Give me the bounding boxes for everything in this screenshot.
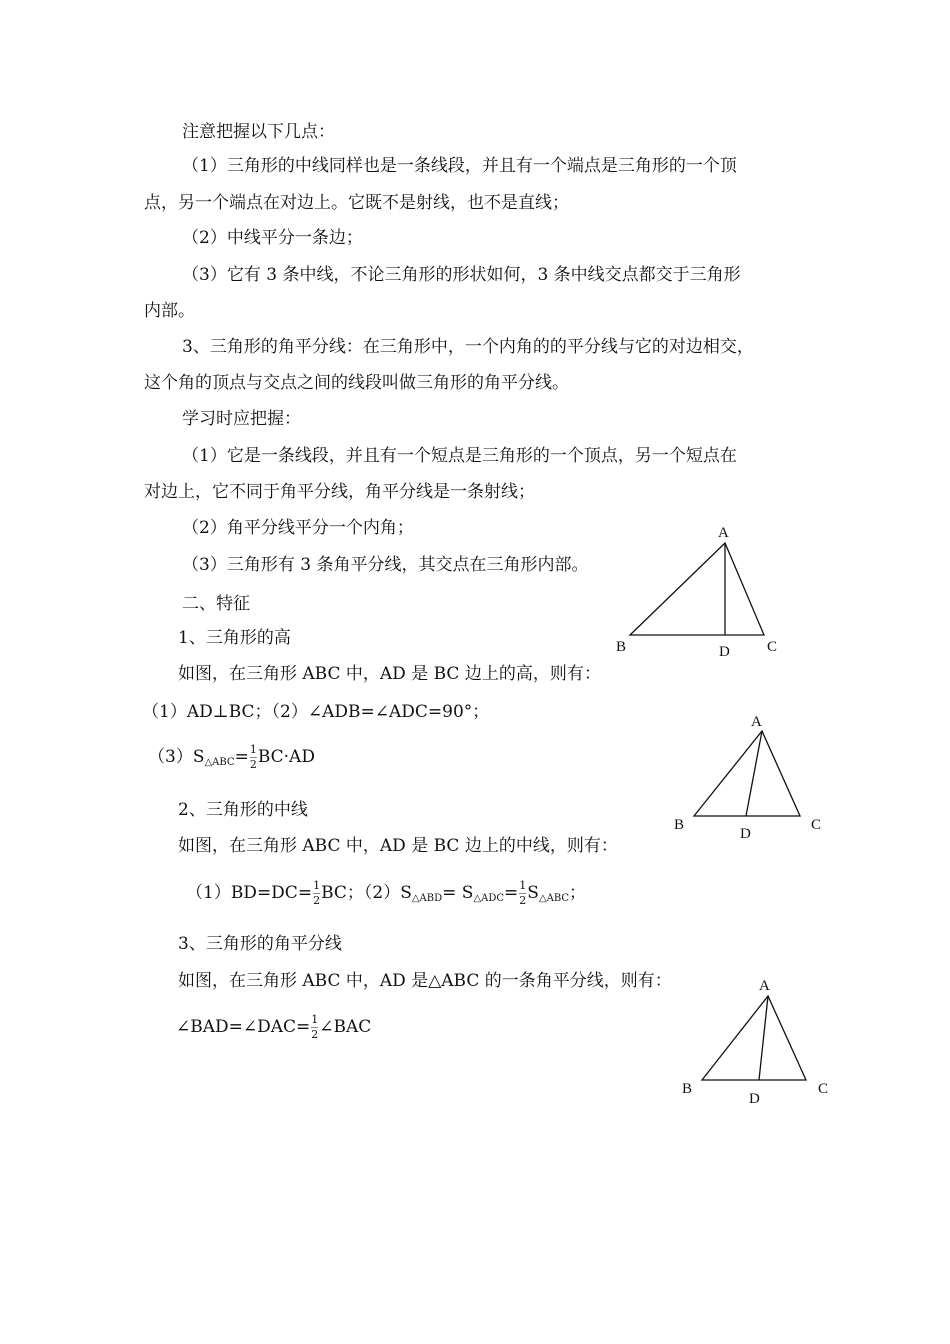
formula-subscript: △ABC bbox=[204, 757, 235, 768]
label-c: C bbox=[767, 639, 778, 655]
formula-text: = bbox=[504, 883, 519, 903]
figure-bisector bbox=[676, 974, 846, 1114]
formula-text: = S bbox=[442, 883, 474, 903]
triangle-abc bbox=[694, 731, 800, 816]
fraction-denominator: 2 bbox=[249, 758, 257, 771]
label-d: D bbox=[740, 826, 751, 842]
text-line: 如图，在三角形 ABC 中，AD 是 BC 边上的高，则有： bbox=[178, 664, 601, 684]
fraction-numerator: 1 bbox=[313, 879, 321, 892]
text-line: 这个角的顶点与交点之间的线段叫做三角形的角平分线。 bbox=[144, 373, 569, 393]
text-line: （2）中线平分一条边； bbox=[182, 228, 363, 248]
label-b: B bbox=[682, 1081, 693, 1097]
label-d: D bbox=[719, 644, 730, 660]
label-b: B bbox=[616, 639, 627, 655]
bisector-ad bbox=[759, 996, 768, 1080]
formula-text: BC·AD bbox=[257, 747, 315, 767]
formula-text: BC；（2）S bbox=[321, 883, 412, 903]
label-a: A bbox=[751, 714, 762, 730]
fraction bbox=[311, 1014, 318, 1041]
text-line: 点，另一个端点在对边上。它既不是射线，也不是直线； bbox=[144, 193, 569, 213]
subsection-heading: 1、三角形的高 bbox=[178, 628, 291, 648]
text-line: 学习时应把握： bbox=[182, 409, 301, 429]
label-b: B bbox=[674, 817, 685, 833]
fraction-numerator: 1 bbox=[519, 879, 527, 892]
text-line: （1）它是一条线段，并且有一个短点是三角形的一个顶点，另一个短点在 bbox=[182, 446, 737, 466]
fraction-numerator: 1 bbox=[311, 1013, 319, 1026]
text-line: （1）AD⊥BC；（2）∠ADB=∠ADC=90°； bbox=[142, 702, 490, 722]
fraction-denominator: 2 bbox=[519, 894, 527, 907]
text-line: 内部。 bbox=[144, 301, 195, 321]
triangle-abc bbox=[702, 996, 806, 1080]
fraction-denominator: 2 bbox=[311, 1028, 319, 1041]
text-line: 注意把握以下几点： bbox=[182, 122, 335, 142]
text-line: （2）角平分线平分一个内角； bbox=[182, 518, 414, 538]
formula-text: S bbox=[527, 883, 539, 903]
subsection-heading: 3、三角形的角平分线 bbox=[178, 934, 342, 954]
formula-text: = bbox=[234, 747, 249, 767]
text-line: （3）三角形有 3 条角平分线，其交点在三角形内部。 bbox=[182, 555, 589, 575]
formula-subscript: △ADC bbox=[473, 893, 505, 904]
formula-text: ； bbox=[569, 883, 587, 903]
text-line: 如图，在三角形 ABC 中，AD 是△ABC 的一条角平分线，则有： bbox=[178, 971, 672, 991]
formula-subscript: △ABC bbox=[538, 893, 570, 904]
label-a: A bbox=[718, 525, 729, 541]
formula-text: （1）BD=DC= bbox=[186, 883, 313, 903]
formula-median bbox=[186, 876, 586, 916]
label-c: C bbox=[811, 817, 822, 833]
text-line: 3、三角形的角平分线：在三角形中，一个内角的的平分线与它的对边相交， bbox=[182, 337, 754, 357]
formula-text: ∠BAD=∠DAC= bbox=[176, 1017, 311, 1037]
fraction bbox=[250, 744, 257, 771]
triangle-abc bbox=[630, 543, 764, 635]
text-line: （1）三角形的中线同样也是一条线段，并且有一个端点是三角形的一个顶 bbox=[182, 156, 737, 176]
label-a: A bbox=[759, 978, 770, 994]
figure-median bbox=[670, 708, 840, 848]
fraction-denominator: 2 bbox=[313, 894, 321, 907]
figure-altitude bbox=[600, 515, 800, 665]
label-c: C bbox=[818, 1081, 829, 1097]
text-line: 对边上，它不同于角平分线，角平分线是一条射线； bbox=[144, 482, 535, 502]
median-ad bbox=[746, 731, 762, 816]
text-line: 如图，在三角形 ABC 中，AD 是 BC 边上的中线，则有： bbox=[178, 836, 618, 856]
fraction bbox=[519, 880, 526, 907]
section-heading: 二、特征 bbox=[182, 594, 250, 614]
fraction-numerator: 1 bbox=[249, 743, 257, 756]
formula-bisector bbox=[176, 1010, 371, 1044]
subsection-heading: 2、三角形的中线 bbox=[178, 800, 308, 820]
formula-text: （3）S bbox=[148, 747, 205, 767]
fraction bbox=[313, 880, 320, 907]
formula-text: ∠BAC bbox=[319, 1017, 372, 1037]
formula-area bbox=[148, 740, 315, 780]
text-line: （3）它有 3 条中线，不论三角形的形状如何，3 条中线交点都交于三角形 bbox=[182, 265, 741, 285]
formula-subscript: △ABD bbox=[411, 893, 443, 904]
label-d: D bbox=[749, 1091, 760, 1107]
